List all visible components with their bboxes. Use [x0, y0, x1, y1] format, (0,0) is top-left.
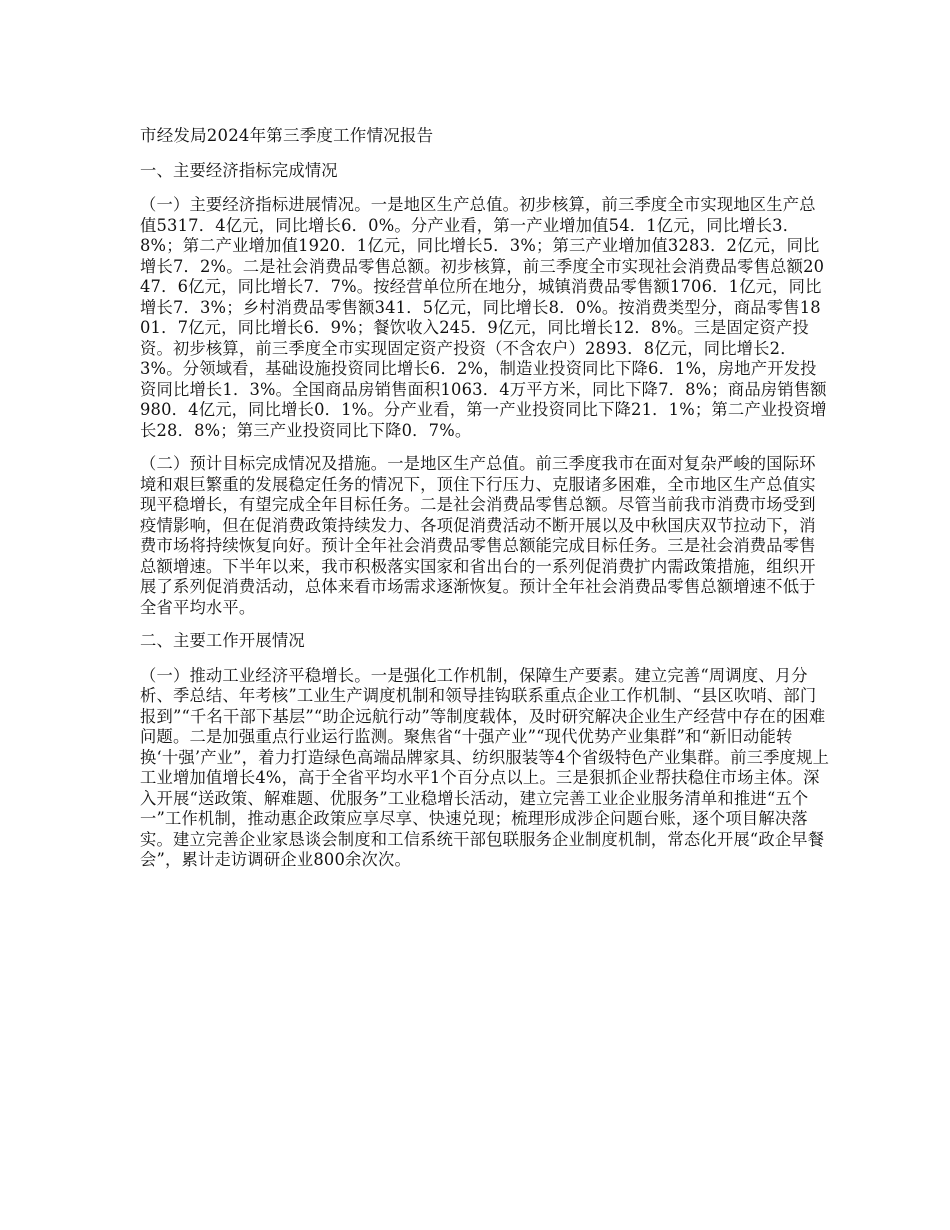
- section-heading: 一、主要经济指标完成情况: [140, 160, 338, 180]
- paragraph: （一）推动工业经济平稳增长。一是强化工作机制，保障生产要素。建立完善“周调度、月分析、季总结、年考核”工业生产调度机制和领导挂钩联系重点企业工作机制、“县区吹哨、部门报到”“千名干部下基层”“助企远航行动”等制度载体，及时研究解决企业生产经营中存在的困难问题。二是加强重点行业运行监测。聚焦省“十强产业”“现代优势产业集群”和“新旧动能转换‘十强’产业”，着力打造绿色高端品牌家具、纺织服装等4个省级特色产业集群。前三季度规上工业增加值增长4%，高于全省平均水平1个百分点以上。三是狠抓企业帮扶稳住市场主体。深入开展“送政策、解难题、优服务”工业稳增长活动，建立完善工业企业服务清单和推进“五个一”工作机制，推动惠企政策应享尽享、快速兑现；梳理形成涉企问题台账，逐个项目解决落实。建立完善企业家恳谈会制度和工信系统干部包联服务企业制度机制，常态化开展“政企早餐会”，累计走访调研企业800余次次。: [140, 665, 830, 869]
- section-heading: 二、主要工作开展情况: [140, 631, 305, 650]
- paragraph: （二）预计目标完成情况及措施。一是地区生产总值。前三季度我市在面对复杂严峻的国际环境和艰巨繁重的发展稳定任务的情况下，顶住下行压力、克服诸多困难，全市地区生产总值实现平稳增长，有望完成全年目标任务。二是社会消费品零售总额。尽管当前我市消费市场受到疫情影响，但在促消费政策持续发力、各项促消费活动不断开展以及中秋国庆双节拉动下，消费市场将持续恢复向好。预计全年社会消费品零售总额能完成目标任务。三是社会消费品零售总额增速。下半年以来，我市积极落实国家和省出台的一系列促消费扩内需政策措施，组织开展了系列促消费活动，总体来看市场需求逐渐恢复。预计全年社会消费品零售总额增速不低于全省平均水平。: [140, 454, 816, 617]
- document-body: [140, 126, 830, 884]
- document-title: 市经发局2024年第三季度工作情况报告: [140, 126, 434, 145]
- paragraph: （一）主要经济指标进展情况。一是地区生产总值。初步核算，前三季度全市实现地区生产总值5317．4亿元，同比增长6．0%。分产业看，第一产业增加值54．1亿元，同比增长3．8%；第二产业增加值1920．1亿元，同比增长5．3%；第三产业增加值3283．2亿元，同比增长7．2%。二是社会消费品零售总额。初步核算，前三季度全市实现社会消费品零售总额2047．6亿元，同比增长7．7%。按经营单位所在地分，城镇消费品零售额1706．1亿元，同比增长7．3%；乡村消费品零售额341．5亿元，同比增长8．0%。按消费类型分，商品零售1801．7亿元，同比增长6．9%；餐饮收入245．9亿元，同比增长12．8%。三是固定资产投资。初步核算，前三季度全市实现固定资产投资（不含农户）2893．8亿元，同比增长2．3%。分领域看，基础设施投资同比增长6．2%，制造业投资同比下降6．1%，房地产开发投资同比增长1．3%。全国商品房销售面积1063．4万平方米，同比下降7．8%；商品房销售额980．4亿元，同比增长0．1%。分产业看，第一产业投资同比下降21．1%；第二产业投资增长28．8%；第三产业投资同比下降0．7%。: [140, 195, 827, 440]
